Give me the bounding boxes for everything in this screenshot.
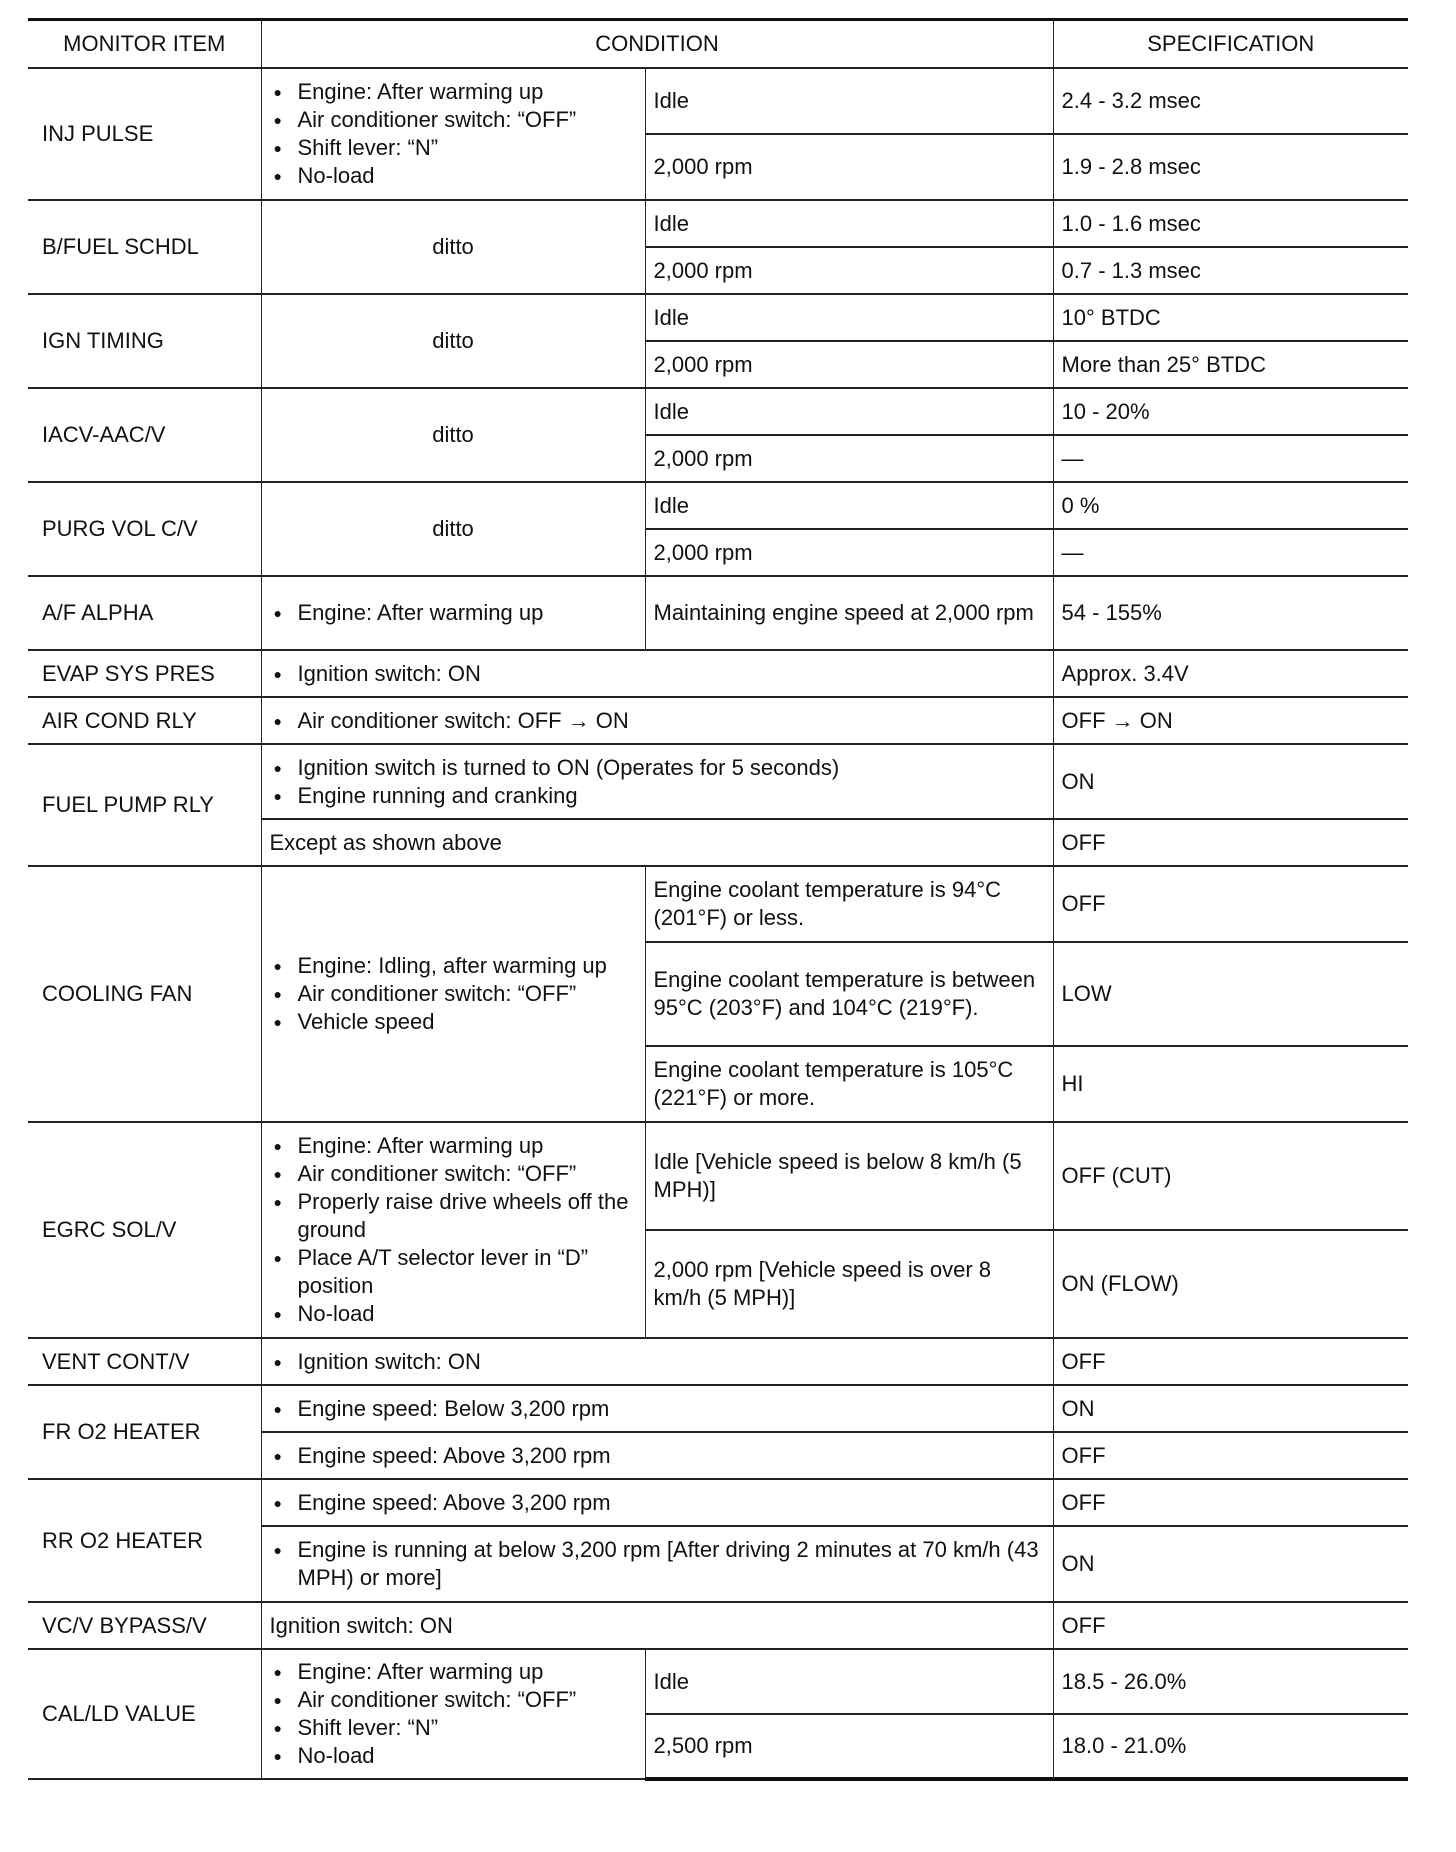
specification-cell: 1.0 - 1.6 msec (1053, 200, 1408, 247)
monitor-item-cell: PURG VOL C/V (28, 482, 261, 576)
sub-condition-cell: Idle (645, 68, 1053, 134)
specification-cell: HI (1053, 1046, 1408, 1122)
condition-list (270, 599, 637, 627)
monitor-item-cell: RR O2 HEATER (28, 1479, 261, 1602)
header-condition: CONDITION (261, 20, 1053, 69)
condition-cell (261, 1479, 1053, 1526)
condition-cell (261, 744, 1053, 819)
specification-cell: 0.7 - 1.3 msec (1053, 247, 1408, 294)
condition-cell (261, 697, 1053, 744)
condition-list (270, 1348, 1045, 1376)
condition-bullet: ● Air conditioner switch: OFF → ON (270, 707, 1045, 735)
monitor-item-cell: COOLING FAN (28, 866, 261, 1122)
specification-cell: OFF (1053, 1338, 1408, 1385)
monitor-item-cell: IGN TIMING (28, 294, 261, 388)
condition-list (270, 660, 1045, 688)
condition-bullet: ● Engine: After warming up (270, 78, 637, 106)
condition-bullet: ● Shift lever: “N” (270, 1714, 637, 1742)
condition-list (270, 1442, 1045, 1470)
sub-condition-cell: 2,000 rpm [Vehicle speed is over 8 km/h (5 MPH)] (645, 1230, 1053, 1338)
header-monitor-item: MONITOR ITEM (28, 20, 261, 69)
condition-cell: ditto (261, 294, 645, 388)
condition-cell: ditto (261, 482, 645, 576)
condition-bullet: ● Vehicle speed (270, 1008, 637, 1036)
condition-bullet: ● Air conditioner switch: “OFF” (270, 1686, 637, 1714)
condition-list (270, 1132, 637, 1328)
specification-cell: ON (1053, 744, 1408, 819)
specification-cell: 1.9 - 2.8 msec (1053, 134, 1408, 200)
specification-cell: 10° BTDC (1053, 294, 1408, 341)
sub-condition-cell: 2,000 rpm (645, 134, 1053, 200)
table-row (28, 697, 1408, 744)
monitor-item-cell: FUEL PUMP RLY (28, 744, 261, 866)
specification-cell: 0 % (1053, 482, 1408, 529)
specification-cell: OFF → ON (1053, 697, 1408, 744)
condition-cell (261, 576, 645, 650)
condition-cell (261, 1649, 645, 1779)
monitor-item-cell: IACV-AAC/V (28, 388, 261, 482)
condition-cell: Except as shown above (261, 819, 1053, 866)
condition-bullet: ● Engine running and cranking (270, 782, 1045, 810)
condition-list (270, 754, 1045, 810)
condition-list (270, 1658, 637, 1770)
monitor-item-cell: A/F ALPHA (28, 576, 261, 650)
condition-bullet: ● Engine: After warming up (270, 1658, 637, 1686)
specification-cell: OFF (1053, 819, 1408, 866)
specification-cell: 54 - 155% (1053, 576, 1408, 650)
header-row (28, 20, 1408, 69)
condition-cell (261, 1385, 1053, 1432)
sub-condition-cell: 2,000 rpm (645, 529, 1053, 576)
monitor-item-cell: B/FUEL SCHDL (28, 200, 261, 294)
header-specification: SPECIFICATION (1053, 20, 1408, 69)
specification-cell: More than 25° BTDC (1053, 341, 1408, 388)
condition-bullet: ● No-load (270, 1742, 637, 1770)
table-row (28, 1602, 1408, 1649)
monitor-item-cell: INJ PULSE (28, 68, 261, 200)
condition-bullet: ● Engine: After warming up (270, 599, 637, 627)
condition-bullet: ● Ignition switch is turned to ON (Operates for 5 seconds) (270, 754, 1045, 782)
sub-condition-cell: Engine coolant temperature is between 95°C (203°F) and 104°C (219°F). (645, 942, 1053, 1046)
sub-condition-cell: Idle (645, 388, 1053, 435)
condition-list (270, 78, 637, 190)
specification-cell: LOW (1053, 942, 1408, 1046)
condition-bullet: ● Engine is running at below 3,200 rpm [After driving 2 minutes at 70 km/h (43 MPH) or more] (270, 1536, 1045, 1592)
table-row (28, 68, 1408, 134)
monitor-item-spec-table (28, 18, 1408, 1781)
condition-bullet: ● Air conditioner switch: “OFF” (270, 106, 637, 134)
sub-condition-cell: 2,500 rpm (645, 1714, 1053, 1779)
table-row (28, 744, 1408, 819)
sub-condition-cell: Idle (645, 200, 1053, 247)
sub-condition-cell: Idle (645, 1649, 1053, 1714)
condition-bullet: ● Place A/T selector lever in “D” position (270, 1244, 637, 1300)
condition-cell: ditto (261, 388, 645, 482)
condition-list (270, 952, 637, 1036)
table-row (28, 1479, 1408, 1526)
condition-cell: Ignition switch: ON (261, 1602, 1053, 1649)
condition-list (270, 707, 1045, 735)
monitor-item-cell: VENT CONT/V (28, 1338, 261, 1385)
specification-cell: 18.0 - 21.0% (1053, 1714, 1408, 1779)
specification-cell: ON (FLOW) (1053, 1230, 1408, 1338)
specification-cell: 18.5 - 26.0% (1053, 1649, 1408, 1714)
table-row (28, 650, 1408, 697)
table-row (28, 1649, 1408, 1714)
table-row (28, 1385, 1408, 1432)
specification-cell: OFF (1053, 1432, 1408, 1479)
specification-cell: — (1053, 435, 1408, 482)
condition-bullet: ● Ignition switch: ON (270, 1348, 1045, 1376)
table-row (28, 294, 1408, 341)
condition-cell (261, 68, 645, 200)
specification-cell: 2.4 - 3.2 msec (1053, 68, 1408, 134)
table-row (28, 388, 1408, 435)
table-row (28, 1338, 1408, 1385)
table-row (28, 576, 1408, 650)
sub-condition-cell: 2,000 rpm (645, 435, 1053, 482)
specification-cell: OFF (1053, 866, 1408, 942)
condition-bullet: ● No-load (270, 1300, 637, 1328)
condition-bullet: ● Engine speed: Below 3,200 rpm (270, 1395, 1045, 1423)
condition-cell (261, 1432, 1053, 1479)
condition-cell (261, 1122, 645, 1338)
monitor-item-cell: EVAP SYS PRES (28, 650, 261, 697)
condition-cell (261, 1526, 1053, 1602)
condition-bullet: ● No-load (270, 162, 637, 190)
condition-cell (261, 1338, 1053, 1385)
specification-cell: — (1053, 529, 1408, 576)
table-row (28, 200, 1408, 247)
condition-bullet: ● Engine: After warming up (270, 1132, 637, 1160)
condition-bullet: ● Engine speed: Above 3,200 rpm (270, 1442, 1045, 1470)
sub-condition-cell: Engine coolant temperature is 105°C (221°F) or more. (645, 1046, 1053, 1122)
condition-cell (261, 650, 1053, 697)
condition-cell (261, 866, 645, 1122)
sub-condition-cell: 2,000 rpm (645, 341, 1053, 388)
monitor-item-cell: VC/V BYPASS/V (28, 1602, 261, 1649)
specification-cell: OFF (1053, 1479, 1408, 1526)
condition-bullet: ● Ignition switch: ON (270, 660, 1045, 688)
specification-cell: OFF (1053, 1602, 1408, 1649)
sub-condition-cell: Idle (645, 294, 1053, 341)
sub-condition-cell: Idle (645, 482, 1053, 529)
monitor-item-cell: EGRC SOL/V (28, 1122, 261, 1338)
condition-cell: ditto (261, 200, 645, 294)
specification-cell: ON (1053, 1526, 1408, 1602)
condition-list (270, 1489, 1045, 1517)
specification-cell: Approx. 3.4V (1053, 650, 1408, 697)
condition-list (270, 1536, 1045, 1592)
monitor-item-cell: CAL/LD VALUE (28, 1649, 261, 1779)
table-row (28, 866, 1408, 942)
condition-bullet: ● Engine speed: Above 3,200 rpm (270, 1489, 1045, 1517)
table-row (28, 482, 1408, 529)
monitor-item-cell: FR O2 HEATER (28, 1385, 261, 1479)
condition-bullet: ● Properly raise drive wheels off the ground (270, 1188, 637, 1244)
condition-list (270, 1395, 1045, 1423)
condition-bullet: ● Engine: Idling, after warming up (270, 952, 637, 980)
condition-bullet: ● Air conditioner switch: “OFF” (270, 980, 637, 1008)
sub-condition-cell: Engine coolant temperature is 94°C (201°F) or less. (645, 866, 1053, 942)
sub-condition-cell: 2,000 rpm (645, 247, 1053, 294)
condition-bullet: ● Shift lever: “N” (270, 134, 637, 162)
condition-bullet: ● Air conditioner switch: “OFF” (270, 1160, 637, 1188)
monitor-item-cell: AIR COND RLY (28, 697, 261, 744)
sub-condition-cell: Maintaining engine speed at 2,000 rpm (645, 576, 1053, 650)
table-row (28, 1122, 1408, 1230)
specification-cell: 10 - 20% (1053, 388, 1408, 435)
specification-cell: ON (1053, 1385, 1408, 1432)
sub-condition-cell: Idle [Vehicle speed is below 8 km/h (5 MPH)] (645, 1122, 1053, 1230)
specification-cell: OFF (CUT) (1053, 1122, 1408, 1230)
